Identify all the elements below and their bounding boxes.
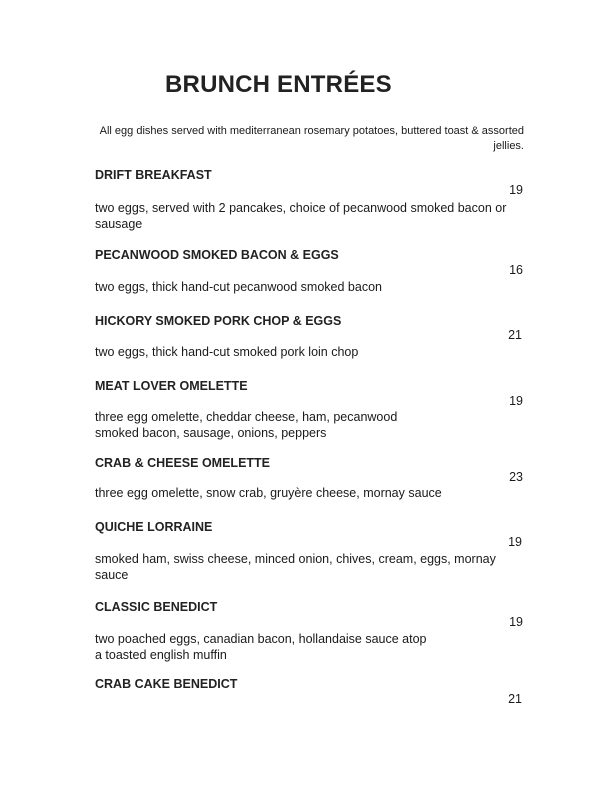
menu-item-price: 19: [509, 615, 523, 629]
menu-item-name: CRAB CAKE BENEDICT: [95, 677, 238, 691]
menu-item-price: 21: [508, 692, 522, 706]
menu-item-desc: [95, 279, 382, 295]
menu-item-desc: [95, 485, 442, 501]
desc-line: two eggs, thick hand-cut smoked pork loin chop: [95, 345, 359, 359]
desc-line: sausage: [95, 217, 143, 231]
menu-item-desc: [95, 551, 496, 583]
menu-item-desc: [95, 344, 358, 360]
menu-item-price: 19: [508, 535, 522, 549]
menu-item-name: HICKORY SMOKED PORK CHOP & EGGS: [95, 314, 342, 328]
menu-item-price: 21: [508, 328, 522, 342]
desc-line: sauce: [95, 568, 129, 582]
menu-item-name: CLASSIC BENEDICT: [95, 600, 218, 614]
menu-item-desc: [95, 409, 397, 441]
menu-item-name: CRAB & CHEESE OMELETTE: [95, 456, 271, 470]
desc-line: two poached eggs, canadian bacon, hollandaise sauce atop: [95, 632, 427, 646]
desc-line: two eggs, served with 2 pancakes, choice of pecanwood smoked bacon or: [95, 201, 507, 215]
menu-item-price: 23: [509, 470, 523, 484]
menu-item-price: 19: [509, 183, 523, 197]
desc-line: smoked ham, swiss cheese, minced onion, chives, cream, eggs, mornay: [95, 552, 496, 566]
menu-item-name: DRIFT BREAKFAST: [95, 168, 212, 182]
menu-item-price: 19: [509, 394, 523, 408]
desc-line: two eggs, thick hand-cut pecanwood smoked bacon: [95, 280, 382, 294]
page-title: BRUNCH ENTRÉES: [165, 71, 392, 98]
desc-line: a toasted english muffin: [95, 648, 227, 662]
desc-line: smoked bacon, sausage, onions, peppers: [95, 426, 327, 440]
desc-line: three egg omelette, snow crab, gruyère cheese, mornay sauce: [95, 486, 442, 500]
menu-item-price: 16: [509, 263, 523, 277]
menu-item-name: PECANWOOD SMOKED BACON & EGGS: [95, 248, 339, 262]
intro-note: All egg dishes served with mediterranean rosemary potatoes, buttered toast & assorted jellies.: [99, 125, 524, 152]
menu-item-name: QUICHE LORRAINE: [95, 520, 213, 534]
menu-item-name: MEAT LOVER OMELETTE: [95, 379, 248, 393]
desc-line: three egg omelette, cheddar cheese, ham, pecanwood: [95, 410, 398, 424]
menu-item-desc: [95, 631, 427, 663]
menu-item-desc: [95, 200, 506, 232]
